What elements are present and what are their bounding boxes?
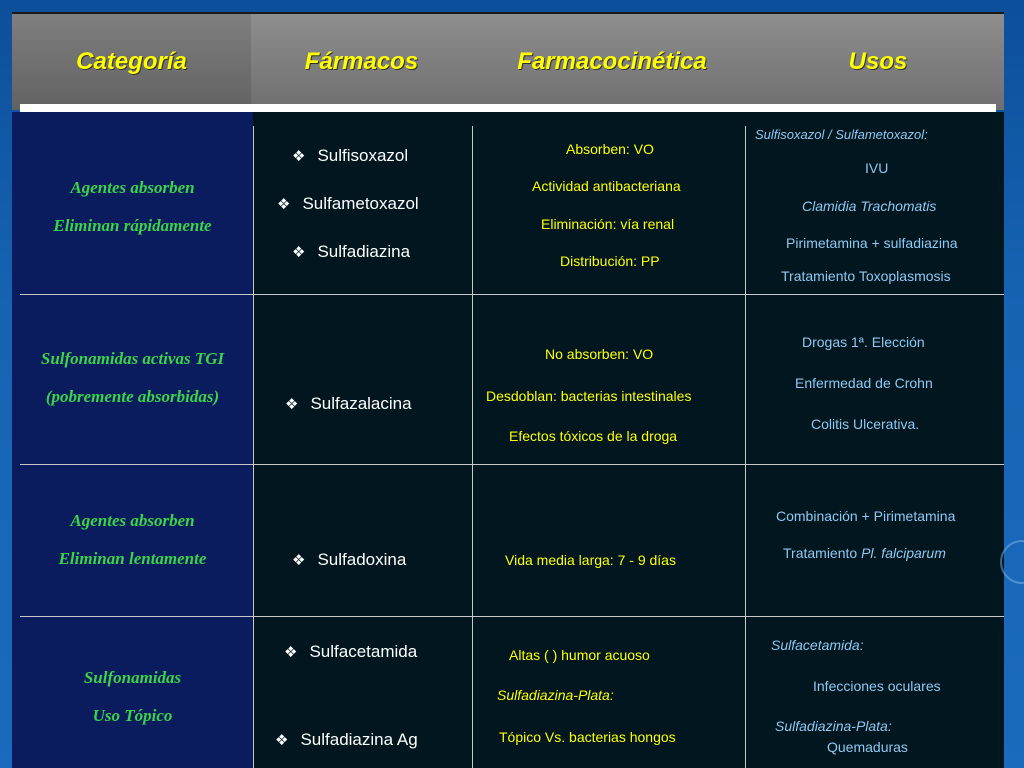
row-divider	[20, 616, 1004, 617]
drug-name: Sulfadiazina	[317, 242, 411, 261]
uso-text: Quemaduras	[827, 739, 908, 755]
drug-item	[292, 550, 406, 570]
pk-text: Distribución: PP	[560, 253, 660, 269]
uso-text: Combinación + Pirimetamina	[776, 508, 956, 524]
drug-item	[277, 194, 419, 214]
drug-item	[284, 642, 417, 662]
header-farmacocinetica: Farmacocinética	[517, 48, 707, 75]
category-line: Agentes absorben	[70, 511, 195, 530]
pk-text: Sulfadiazina-Plata:	[497, 687, 614, 703]
diamond-bullet-icon: ❖	[275, 732, 289, 749]
pk-text: Absorben: VO	[566, 141, 654, 157]
category-line: Uso Tópico	[92, 706, 173, 725]
diamond-bullet-icon: ❖	[277, 196, 291, 213]
uso-text-part: Pl. falciparum	[861, 545, 946, 561]
uso-text: Sulfacetamida:	[771, 637, 864, 653]
category-line: Sulfonamidas activas TGI	[40, 349, 225, 368]
uso-text: Sulfadiazina-Plata:	[775, 718, 892, 734]
category-line: Sulfonamidas	[83, 668, 182, 687]
table-row-2-category	[12, 338, 253, 418]
drug-item	[285, 394, 412, 414]
drug-name: Sulfametoxazol	[302, 194, 419, 213]
drug-name: Sulfisoxazol	[317, 146, 409, 165]
uso-text-part: Tratamiento	[783, 545, 862, 561]
table-body	[12, 112, 1004, 768]
header-categoria: Categoría	[12, 14, 251, 110]
slide	[12, 12, 1004, 768]
row-divider	[20, 464, 1004, 465]
drug-name: Sulfadoxina	[317, 550, 407, 569]
column-divider	[745, 126, 746, 768]
diamond-bullet-icon: ❖	[285, 396, 299, 413]
pk-text: Actividad antibacteriana	[532, 178, 681, 194]
uso-text: Enfermedad de Crohn	[795, 375, 933, 391]
diamond-bullet-icon: ❖	[292, 244, 306, 261]
table-row-4-category	[12, 657, 253, 737]
diamond-bullet-icon: ❖	[284, 644, 298, 661]
table-row-3-category	[12, 500, 253, 580]
column-divider	[472, 126, 473, 768]
category-line: Agentes absorben	[70, 178, 195, 197]
uso-text: Clamidia Trachomatis	[802, 198, 937, 214]
uso-text: IVU	[865, 160, 889, 176]
category-line: (pobremente absorbidas)	[45, 387, 220, 406]
category-line: Eliminan rápidamente	[53, 216, 212, 235]
pk-text: Desdoblan: bacterias intestinales	[486, 388, 692, 404]
header-farmacos: Fármacos	[304, 48, 419, 75]
uso-text	[783, 545, 946, 561]
diamond-bullet-icon: ❖	[292, 552, 306, 569]
header-divider	[20, 104, 996, 112]
pk-text: Altas ( ) humor acuoso	[509, 647, 650, 663]
drug-name: Sulfazalacina	[310, 394, 412, 413]
drug-name: Sulfacetamida	[309, 642, 418, 661]
uso-text: Pirimetamina + sulfadiazina	[786, 235, 958, 251]
uso-text: Drogas 1ª. Elección	[802, 334, 925, 350]
header-usos: Usos	[848, 48, 908, 75]
pk-text: Eliminación: vía renal	[541, 216, 675, 232]
uso-text: Sulfisoxazol / Sulfametoxazol:	[755, 127, 928, 142]
uso-text: Infecciones oculares	[813, 678, 941, 694]
table-row-1-category	[12, 167, 253, 247]
diamond-bullet-icon: ❖	[292, 148, 306, 165]
pk-text: Efectos tóxicos de la droga	[509, 428, 678, 444]
drug-item	[292, 242, 410, 262]
pk-text: Vida media larga: 7 - 9 días	[505, 552, 676, 568]
column-divider	[253, 126, 254, 768]
pk-text: No absorben: VO	[545, 346, 654, 362]
drug-item	[292, 146, 408, 166]
pk-text: Tópico Vs. bacterias hongos	[499, 729, 676, 745]
uso-text: Tratamiento Toxoplasmosis	[781, 268, 951, 284]
row-divider	[20, 294, 1004, 295]
category-line: Eliminan lentamente	[58, 549, 207, 568]
uso-text: Colitis Ulcerativa.	[811, 416, 920, 432]
table-header	[12, 12, 1004, 110]
drug-item	[275, 730, 418, 750]
drug-name: Sulfadiazina Ag	[300, 730, 418, 749]
